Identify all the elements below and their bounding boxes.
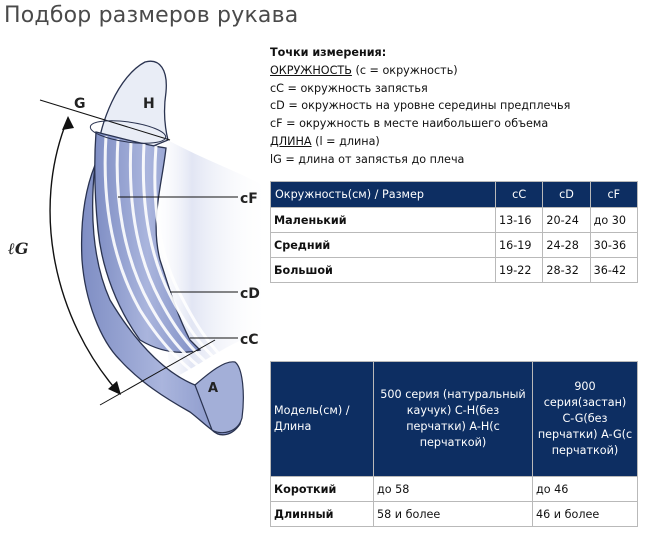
length-cell-500: до 58 bbox=[374, 477, 533, 502]
legend-lg: lG = длина от запястья до плеча bbox=[270, 152, 465, 166]
length-row-label: Длинный bbox=[271, 502, 374, 527]
size-table-header bbox=[271, 182, 638, 208]
label-cf: cF bbox=[240, 191, 258, 207]
length-rest: (l = длина) bbox=[311, 134, 380, 148]
size-cell-cd: 24-28 bbox=[543, 233, 590, 258]
table-row bbox=[271, 258, 638, 283]
size-row-label: Большой bbox=[271, 258, 496, 283]
size-row-label: Маленький bbox=[271, 208, 496, 233]
size-header-cf: cF bbox=[590, 182, 637, 208]
size-cell-cd: 20-24 bbox=[543, 208, 590, 233]
size-cell-cd: 28-32 bbox=[543, 258, 590, 283]
label-a: A bbox=[208, 381, 219, 396]
length-row-label: Короткий bbox=[271, 477, 374, 502]
label-cc: cC bbox=[240, 332, 259, 348]
size-header-label: Окружность(см) / Размер bbox=[271, 182, 496, 208]
label-h: H bbox=[143, 96, 155, 112]
table-row bbox=[271, 477, 638, 502]
circumference-word: ОКРУЖНОСТЬ bbox=[270, 63, 352, 77]
circumference-rest: (c = окружность) bbox=[351, 63, 458, 77]
arrowhead-top bbox=[62, 116, 74, 130]
length-cell-900: до 46 bbox=[533, 477, 638, 502]
length-table-header bbox=[271, 362, 638, 477]
length-table bbox=[270, 361, 638, 527]
length-cell-500: 58 и более bbox=[374, 502, 533, 527]
size-cell-cf: 36-42 bbox=[590, 258, 637, 283]
size-cell-cc: 13-16 bbox=[496, 208, 543, 233]
size-cell-cf: 30-36 bbox=[590, 233, 637, 258]
legend-heading: Точки измерения: bbox=[270, 46, 387, 59]
legend-cd: cD = окружность на уровне середины предплечья bbox=[270, 99, 571, 113]
size-header-cc: cC bbox=[496, 182, 543, 208]
measurement-legend bbox=[270, 44, 640, 169]
length-word: ДЛИНА bbox=[270, 134, 312, 148]
size-header-cd: cD bbox=[543, 182, 590, 208]
size-cell-cf: до 30 bbox=[590, 208, 637, 233]
size-table bbox=[270, 181, 638, 283]
label-cd: cD bbox=[240, 286, 260, 302]
legend-circumference bbox=[270, 62, 640, 80]
table-row bbox=[271, 208, 638, 233]
legend-length bbox=[270, 133, 640, 151]
table-row bbox=[271, 502, 638, 527]
length-header-label: Модель(см) / Длина bbox=[271, 362, 374, 477]
label-lg: ℓG bbox=[8, 239, 29, 258]
length-header-900: 900 серия(застан) C-G(без перчатки) A-G(с перчаткой) bbox=[533, 362, 638, 477]
page-title: Подбор размеров рукава bbox=[4, 3, 299, 28]
size-cell-cc: 16-19 bbox=[496, 233, 543, 258]
label-g: G bbox=[74, 96, 86, 112]
table-row bbox=[271, 233, 638, 258]
length-cell-900: 46 и более bbox=[533, 502, 638, 527]
size-cell-cc: 19-22 bbox=[496, 258, 543, 283]
legend-cc: cC = окружность запястья bbox=[270, 81, 428, 95]
legend-cf: cF = окружность в месте наибольшего объема bbox=[270, 117, 549, 131]
length-header-500: 500 серия (натуральный каучук) C-H(без перчатки) A-H(с перчаткой) bbox=[374, 362, 533, 477]
size-row-label: Средний bbox=[271, 233, 496, 258]
arm-measurement-diagram bbox=[0, 40, 270, 535]
